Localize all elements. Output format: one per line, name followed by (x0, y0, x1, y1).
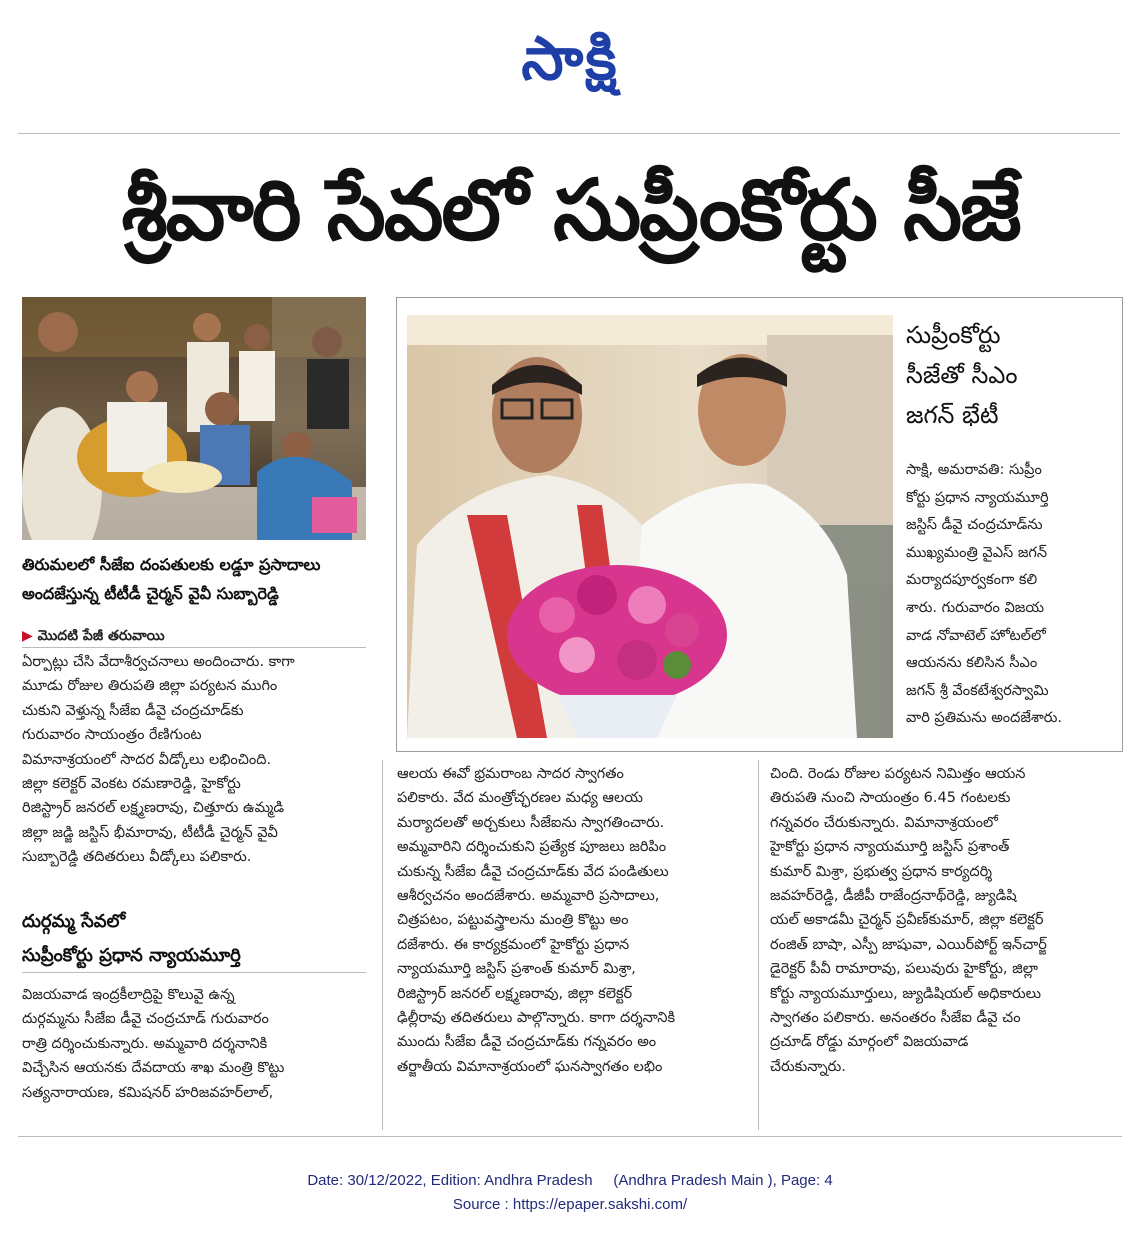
sakshi-logo: సాక్షి (521, 24, 619, 94)
box-title-line: సీజేతో సీఎం (906, 361, 1018, 389)
text-line: ఆశీర్వచనం అందజేశారు. అమ్మవారి ప్రసాదాలు, (397, 888, 660, 905)
subhead-line2: సుప్రీంకోర్టు ప్రధాన న్యాయమూర్తి (22, 945, 241, 966)
text-line: రిజిస్ట్రార్‌ జనరల్‌ లక్ష్మణరావు, జిల్లా కలెక్టర్‌ (397, 985, 633, 1002)
text-line: చుకుని వెళ్తున్న సీజేఐ డీవై చంద్రచూడ్‌కు (22, 702, 244, 719)
text-line: ఢిల్లీరావు తదితరులు పాల్గొన్నారు. కాగా దర్శనానికి (397, 1010, 676, 1027)
box-title (906, 315, 1111, 435)
text-line: వారి ప్రతిమను అందజేశారు. (906, 710, 1062, 727)
cm-cji-photo (407, 315, 893, 738)
column-separator (382, 760, 383, 1130)
text-line: విమానాశ్రయంలో సాదర వీడ్కోలు లభించింది. (22, 751, 272, 768)
bottom-divider (18, 1136, 1122, 1137)
text-line: మూడు రోజుల తిరుపతి జిల్లా పర్యటన ముగిం (22, 678, 278, 695)
text-line: చుకున్న సీజేఐ డీవై చంద్రచూడ్‌కు వేద పండితులు (397, 863, 669, 880)
masthead-divider (18, 133, 1120, 134)
text-line: దజేశారు. ఈ కార్యక్రమంలో హైకోర్టు ప్రధాన (397, 936, 630, 953)
text-line: జవహర్‌రెడ్డి, డీజీపీ రాజేంద్రనాథ్‌రెడ్డి, జ్యుడిషి (770, 888, 1017, 905)
continued-marker (22, 625, 362, 647)
text-line: దుర్గమ్మను సీజేఐ డీవై చంద్రచూడ్‌ గురువారం (22, 1011, 269, 1028)
footer-source: Source : https://epaper.sakshi.com/ (452, 1196, 688, 1213)
text-line: చిత్రపటం, పట్టువస్త్రాలను మంత్రి కొట్టు అం (397, 912, 629, 929)
text-line: విజయవాడ ఇంద్రకీలాద్రిపై కొలువై ఉన్న (22, 987, 235, 1003)
box-body (906, 457, 1111, 733)
text-line: ఏర్పాట్లు చేసి వేదాశీర్వచనాలు అందించారు. కాగా (22, 654, 295, 670)
text-line: రిజిస్ట్రార్‌ జనరల్‌ లక్ష్మణరావు, చిత్తూరు ఉమ్మడి (22, 800, 285, 817)
text-line: తిరుపతి నుంచి సాయంత్రం 6.45 గంటలకు (770, 790, 1011, 807)
text-line: మర్యాదపూర్వకంగా కలి (906, 572, 1038, 589)
column1-paragraph1 (22, 650, 368, 870)
text-line: పలికారు. వేద మంత్రోచ్ఛరణల మధ్య ఆలయ (397, 790, 643, 807)
text-line: చింది. రెండు రోజుల పర్యటన నిమిత్తం ఆయన (770, 766, 1026, 782)
text-line: కుమార్‌ మిశ్రా, ప్రభుత్వ ప్రధాన కార్యదర్శి (770, 863, 993, 880)
text-line: ఆయనను కలిసిన సీఎం (906, 655, 1038, 672)
subhead-divider (22, 972, 366, 973)
column2-text (397, 762, 749, 1079)
text-line: రాత్రి దర్శించుకున్నారు. అమ్మవారి దర్శనానికి (22, 1035, 268, 1052)
text-line: జస్టిస్‌ డీవై చంద్రచూడ్‌ను (906, 517, 1043, 534)
text-line: సత్యనారాయణ, కమిషనర్‌ హరిజవహర్‌లాల్‌, (22, 1084, 274, 1101)
text-line: చేరుకున్నారు. (770, 1058, 846, 1075)
box-title-line: జగన్‌ భేటీ (906, 401, 999, 429)
text-line: జగన్‌ శ్రీ వేంకటేశ్వరస్వామి (906, 682, 1049, 699)
text-line: విచ్చేసిన ఆయనకు దేవదాయ శాఖ మంత్రి కొట్టు (22, 1060, 285, 1077)
column3-text (770, 762, 1122, 1079)
text-line: కోర్టు న్యాయమూర్తులు, జ్యుడిషియల్‌ అధికారులు (770, 985, 1041, 1002)
continued-divider (22, 647, 366, 648)
text-line: ముందు సీజేఐ డీవై చంద్రచూడ్‌కు గన్నవరం అం (397, 1034, 657, 1051)
text-line: స్వాగతం పలికారు. అనంతరం సీజేఐ డీవై చం (770, 1010, 1021, 1027)
text-line: సాక్షి, అమరావతి: సుప్రీం (906, 462, 1042, 478)
photo-caption-line1: తిరుమలలో సీజేఐ దంపతులకు లడ్డూ ప్రసాదాలు (22, 555, 321, 574)
text-line: ఆలయ ఈవో భ్రమరాంబ సాదర స్వాగతం (397, 766, 624, 782)
headline: శ్రీవారి సేవలో సుప్రీంకోర్టు సీజే (121, 161, 1020, 259)
text-line: జిల్లా జడ్జి జస్టిస్‌ భీమారావు, టీటీడీ చైర్మన్‌ వైవీ (22, 824, 278, 841)
text-line: డైరెక్టర్‌ పీవీ రామారావు, పలువురు హైకోర్టు, జిల్లా (770, 961, 1038, 978)
text-line: ముఖ్యమంత్రి వైఎస్‌ జగన్‌ (906, 544, 1048, 561)
box-title-line: సుప్రీంకోర్టు (906, 321, 1001, 349)
text-line: గన్నవరం చేరుకున్నారు. విమానాశ్రయంలో (770, 814, 998, 831)
subhead-line1: దుర్గమ్మ సేవలో (22, 911, 126, 932)
text-line: వాడ నోవాటెల్‌ హోటల్‌లో (906, 627, 1046, 644)
text-line: మర్యాదలతో అర్చకులు సీజేఐను స్వాగతించారు. (397, 814, 665, 831)
text-line: రంజిత్‌ బాషా, ఎస్పీ జాషువా, ఎయిర్‌పోర్ట్‌ ఇన్‌చార్జ్‌ (770, 936, 1047, 953)
text-line: తర్జాతీయ విమానాశ్రయంలో ఘనస్వాగతం లభిం (397, 1058, 663, 1075)
continued-arrow-icon: ▶ (22, 628, 33, 644)
footer-date-edition: Date: 30/12/2022, Edition: Andhra Pradesh (Andhra Pradesh Main ), Page: 4 (307, 1172, 833, 1189)
text-line: అమ్మవారిని దర్శించుకుని ప్రత్యేక పూజలు జరిపిం (397, 839, 667, 856)
text-line: శారు. గురువారం విజయ (906, 599, 1045, 616)
column-separator (758, 760, 759, 1130)
continued-label: మొదటి పేజీ తరువాయి (37, 628, 165, 644)
text-line: కోర్టు ప్రధాన న్యాయమూర్తి (906, 489, 1049, 506)
tirumala-photo (22, 297, 366, 540)
text-line: హైకోర్టు ప్రధాన న్యాయమూర్తి జస్టిస్‌ ప్రశాంత్‌ (770, 839, 1010, 856)
text-line: సుబ్బారెడ్డి తదితరులు వీడ్కోలు పలికారు. (22, 849, 252, 866)
photo-caption-line2: అందజేస్తున్న టీటీడీ చైర్మన్‌ వైవీ సుబ్బారెడ్డి (22, 584, 279, 603)
text-line: ద్రచూడ్‌ రోడ్డు మార్గంలో విజయవాడ (770, 1034, 969, 1051)
text-line: న్యాయమూర్తి జస్టిస్‌ ప్రశాంత్‌ కుమార్‌ మిశ్రా, (397, 961, 636, 978)
text-line: యల్‌ అకాడమీ చైర్మన్‌ ప్రవీణ్‌కుమార్‌, జిల్లా కలెక్టర్‌ (770, 912, 1044, 929)
column1-paragraph2 (22, 983, 368, 1105)
text-line: జిల్లా కలెక్టర్‌ వెంకట రమణారెడ్డి, హైకోర్టు (22, 776, 241, 793)
text-line: గురువారం సాయంత్రం రేణిగుంట (22, 727, 202, 744)
